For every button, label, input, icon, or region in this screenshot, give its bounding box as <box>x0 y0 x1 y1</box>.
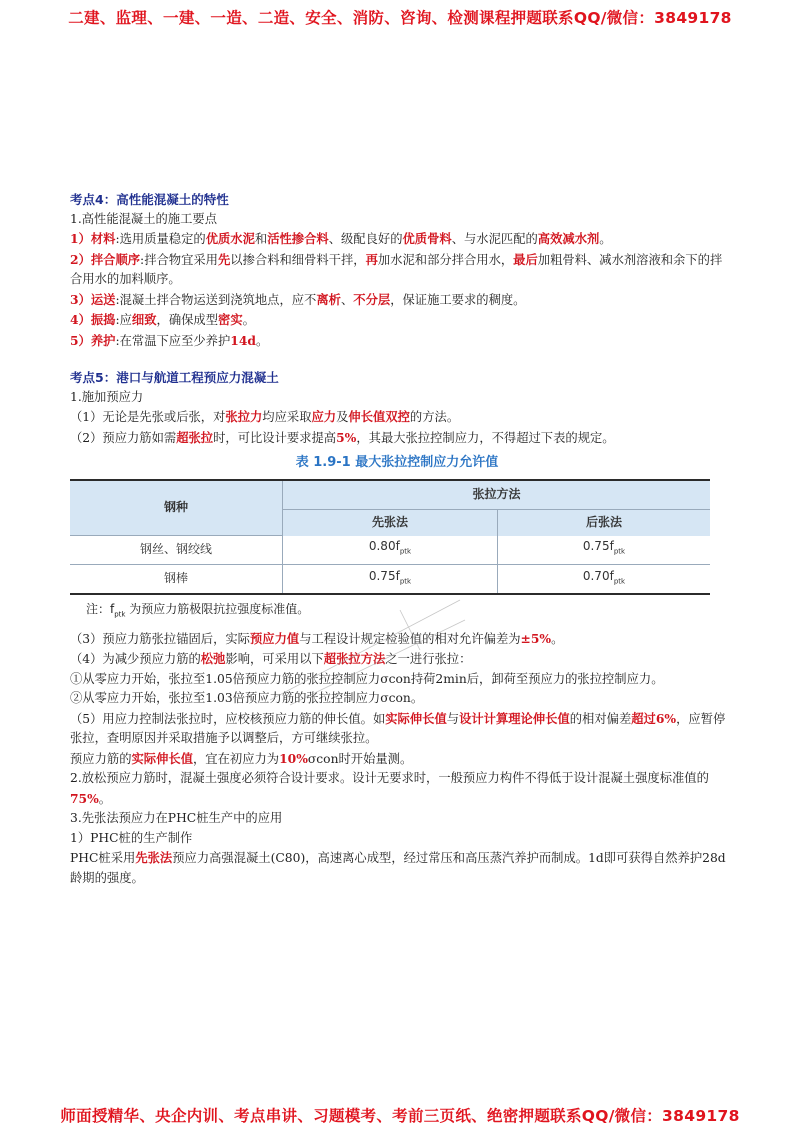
text: 。 <box>599 232 612 246</box>
keyword: 超张拉方法 <box>323 651 386 667</box>
table-note <box>86 600 730 625</box>
text: 加水泥和部分拌合用水， <box>377 252 514 267</box>
paragraph-3 <box>70 629 730 650</box>
item-label: 3）运送 <box>70 291 116 307</box>
keyword: 超过6% <box>631 710 677 726</box>
text: 。 <box>242 313 255 327</box>
method-2: ②从零应力开始，张拉至1.03倍预应力筋的张拉控制应力σcon。 <box>70 691 424 706</box>
subsection-3a-title: 1）PHC桩的生产制作 <box>70 830 193 845</box>
document-body <box>70 190 730 888</box>
table-row <box>70 536 710 565</box>
item-label: 5）养护 <box>70 332 116 348</box>
keyword: 伸长值双控 <box>348 409 410 424</box>
keyword: 松弛 <box>200 651 226 667</box>
text: :混凝土拌合物运送到浇筑地点，应不 <box>115 292 317 307</box>
subscript: ptk <box>613 547 626 556</box>
text: 与 <box>446 711 460 726</box>
subscript: ptk <box>399 547 412 556</box>
subscript: ptk <box>613 576 626 585</box>
text: （2）预应力筋如需 <box>70 430 177 445</box>
paragraph-2 <box>70 428 730 449</box>
item-mixing-order <box>70 250 730 290</box>
method-1: ①从零应力开始，张拉至1.05倍预应力筋的张拉控制应力σcon持荷2min后，卸荷至预应力的张拉控制应力。 <box>70 671 664 686</box>
text: 、级配良好的 <box>328 232 403 246</box>
paragraph-6 <box>70 749 730 770</box>
section-4-title: 考点4：高性能混凝土的特性 <box>70 192 229 207</box>
tension-table-block <box>70 453 730 625</box>
keyword: 超张拉 <box>176 429 214 445</box>
header-tension-method: 张拉方法 <box>283 480 711 510</box>
keyword: 实际伸长值 <box>385 710 447 726</box>
text: 为预应力筋极限抗拉强度标准值。 <box>125 602 310 616</box>
section-4-subtitle: 1.高性能混凝土的施工要点 <box>70 211 217 226</box>
keyword: 预应力值 <box>249 630 300 646</box>
keyword: 不分层 <box>353 291 391 307</box>
text: 。 <box>256 333 269 348</box>
text: 预应力筋的 <box>70 751 132 766</box>
keyword: 5% <box>336 429 357 445</box>
text: 、 <box>340 292 354 307</box>
keyword: 10% <box>279 750 308 766</box>
item-label: 1）材料 <box>70 231 116 246</box>
cell-steel: 钢丝、钢绞线 <box>70 536 283 565</box>
keyword: 优质水泥 <box>205 231 255 246</box>
text: 的相对偏差 <box>569 711 632 726</box>
keyword: 密实 <box>218 312 243 327</box>
item-label: 4）振捣 <box>70 312 116 327</box>
item-curing <box>70 331 730 352</box>
keyword: 优质骨料 <box>402 231 452 246</box>
keyword: 应力 <box>311 409 337 424</box>
item-label: 2）拌合顺序 <box>70 251 141 267</box>
keyword: 活性掺合料 <box>267 231 329 246</box>
text: 和 <box>254 232 268 246</box>
header-posttension: 后张法 <box>497 509 710 536</box>
text: ，宜在初应力为 <box>193 751 280 766</box>
text: 。 <box>551 631 564 646</box>
text: （4）为减少预应力筋的 <box>70 652 201 667</box>
paragraph-7 <box>70 769 730 809</box>
text: :拌合物宜采用 <box>140 252 218 267</box>
keyword: 细致 <box>131 312 157 327</box>
text: 2.放松预应力筋时，混凝土强度必须符合设计要求。设计无要求时，一般预应力构件不得低于设计混凝土强度标准值的 <box>70 771 709 786</box>
keyword: 再 <box>365 251 378 267</box>
paragraph-4 <box>70 649 730 670</box>
text: 影响，可采用以下 <box>225 652 324 667</box>
text: 之一进行张拉： <box>385 652 472 667</box>
cell-pre <box>283 565 498 595</box>
text: :在常温下应至少养护 <box>115 333 231 348</box>
value: 0.80f <box>368 539 400 554</box>
text: 及 <box>336 410 349 424</box>
item-transport <box>70 290 730 311</box>
bottom-banner: 师面授精华、央企内训、考点串讲、习题模考、考前三页纸、绝密押题联系QQ/微信：3849178 <box>60 1107 740 1125</box>
text: 。 <box>98 791 112 806</box>
text: :选用质量稳定的 <box>115 232 206 246</box>
section-5-subtitle: 1.施加预应力 <box>70 389 144 404</box>
header-steel-type: 钢种 <box>70 480 283 536</box>
text: :应 <box>115 313 132 327</box>
keyword: 离析 <box>316 291 341 307</box>
subsection-3-title: 3.先张法预应力在PHC桩生产中的应用 <box>70 811 283 826</box>
tension-stress-table <box>70 479 710 596</box>
text: ，其最大张拉控制应力，不得超过下表的规定。 <box>356 430 615 445</box>
subscript: ptk <box>114 610 126 619</box>
keyword: 14d <box>230 332 256 348</box>
text: 加粗骨料、减水剂溶液和余下的拌合用水的加料顺序。 <box>70 252 723 286</box>
text: 时，可比设计要求提高 <box>213 430 337 445</box>
text: ，确保成型 <box>156 313 219 327</box>
cell-pre <box>283 536 498 565</box>
value: 0.75f <box>582 539 614 554</box>
table-title: 表 1.9-1 最大张拉控制应力允许值 <box>295 455 499 470</box>
text: （5）用应力控制法张拉时，应校核预应力筋的伸长值。如 <box>70 711 386 726</box>
section-5-title: 考点5：港口与航道工程预应力混凝土 <box>70 370 279 385</box>
item-vibration <box>70 310 730 331</box>
paragraph-1 <box>70 407 730 428</box>
keyword: 先张法 <box>135 850 173 866</box>
keyword: 实际伸长值 <box>131 750 193 766</box>
cell-steel: 钢棒 <box>70 565 283 595</box>
paragraph-5 <box>70 709 730 749</box>
text: 的方法。 <box>409 410 460 424</box>
text: 均应采取 <box>262 410 312 424</box>
text: ，保证施工要求的稠度。 <box>390 292 526 307</box>
text: （3）预应力筋张拉锚固后，实际 <box>70 631 250 646</box>
keyword: 75% <box>70 790 99 806</box>
item-materials <box>70 229 730 250</box>
text: 以掺合料和细骨料干拌， <box>230 252 366 267</box>
keyword: 张拉力 <box>225 409 263 424</box>
text: 预应力高强混凝土(C80)，高速离心成型，经过常压和高压蒸汽养护而制成。1d即可获得自然养护28d龄期的强度。 <box>70 851 726 885</box>
keyword: 高效减水剂 <box>537 231 600 246</box>
text: PHC桩采用 <box>70 851 136 866</box>
keyword: 设计计算理论伸长值 <box>459 710 570 726</box>
value: 0.70f <box>582 568 614 583</box>
table-row <box>70 565 710 595</box>
header-pretension: 先张法 <box>283 509 498 536</box>
text: σcon时开始量测。 <box>307 751 413 766</box>
keyword: ±5% <box>520 630 552 646</box>
cell-post <box>497 536 710 565</box>
paragraph-8 <box>70 848 730 888</box>
top-banner: 二建、监理、一建、一造、二造、安全、消防、咨询、检测课程押题联系QQ/微信：3849178 <box>68 9 732 27</box>
text: （1）无论是先张或后张，对 <box>70 410 226 424</box>
keyword: 最后 <box>513 251 538 267</box>
value: 0.75f <box>368 568 400 583</box>
cell-post <box>497 565 710 595</box>
text: 、与水泥匹配的 <box>451 232 538 246</box>
text: 与工程设计规定检验值的相对允许偏差为 <box>299 631 521 646</box>
text: ，应暂停张拉，查明原因并采取措施予以调整后，方可继续张拉。 <box>70 711 726 746</box>
text: 注：f <box>86 602 115 616</box>
keyword: 先 <box>217 251 231 267</box>
subscript: ptk <box>399 576 412 585</box>
